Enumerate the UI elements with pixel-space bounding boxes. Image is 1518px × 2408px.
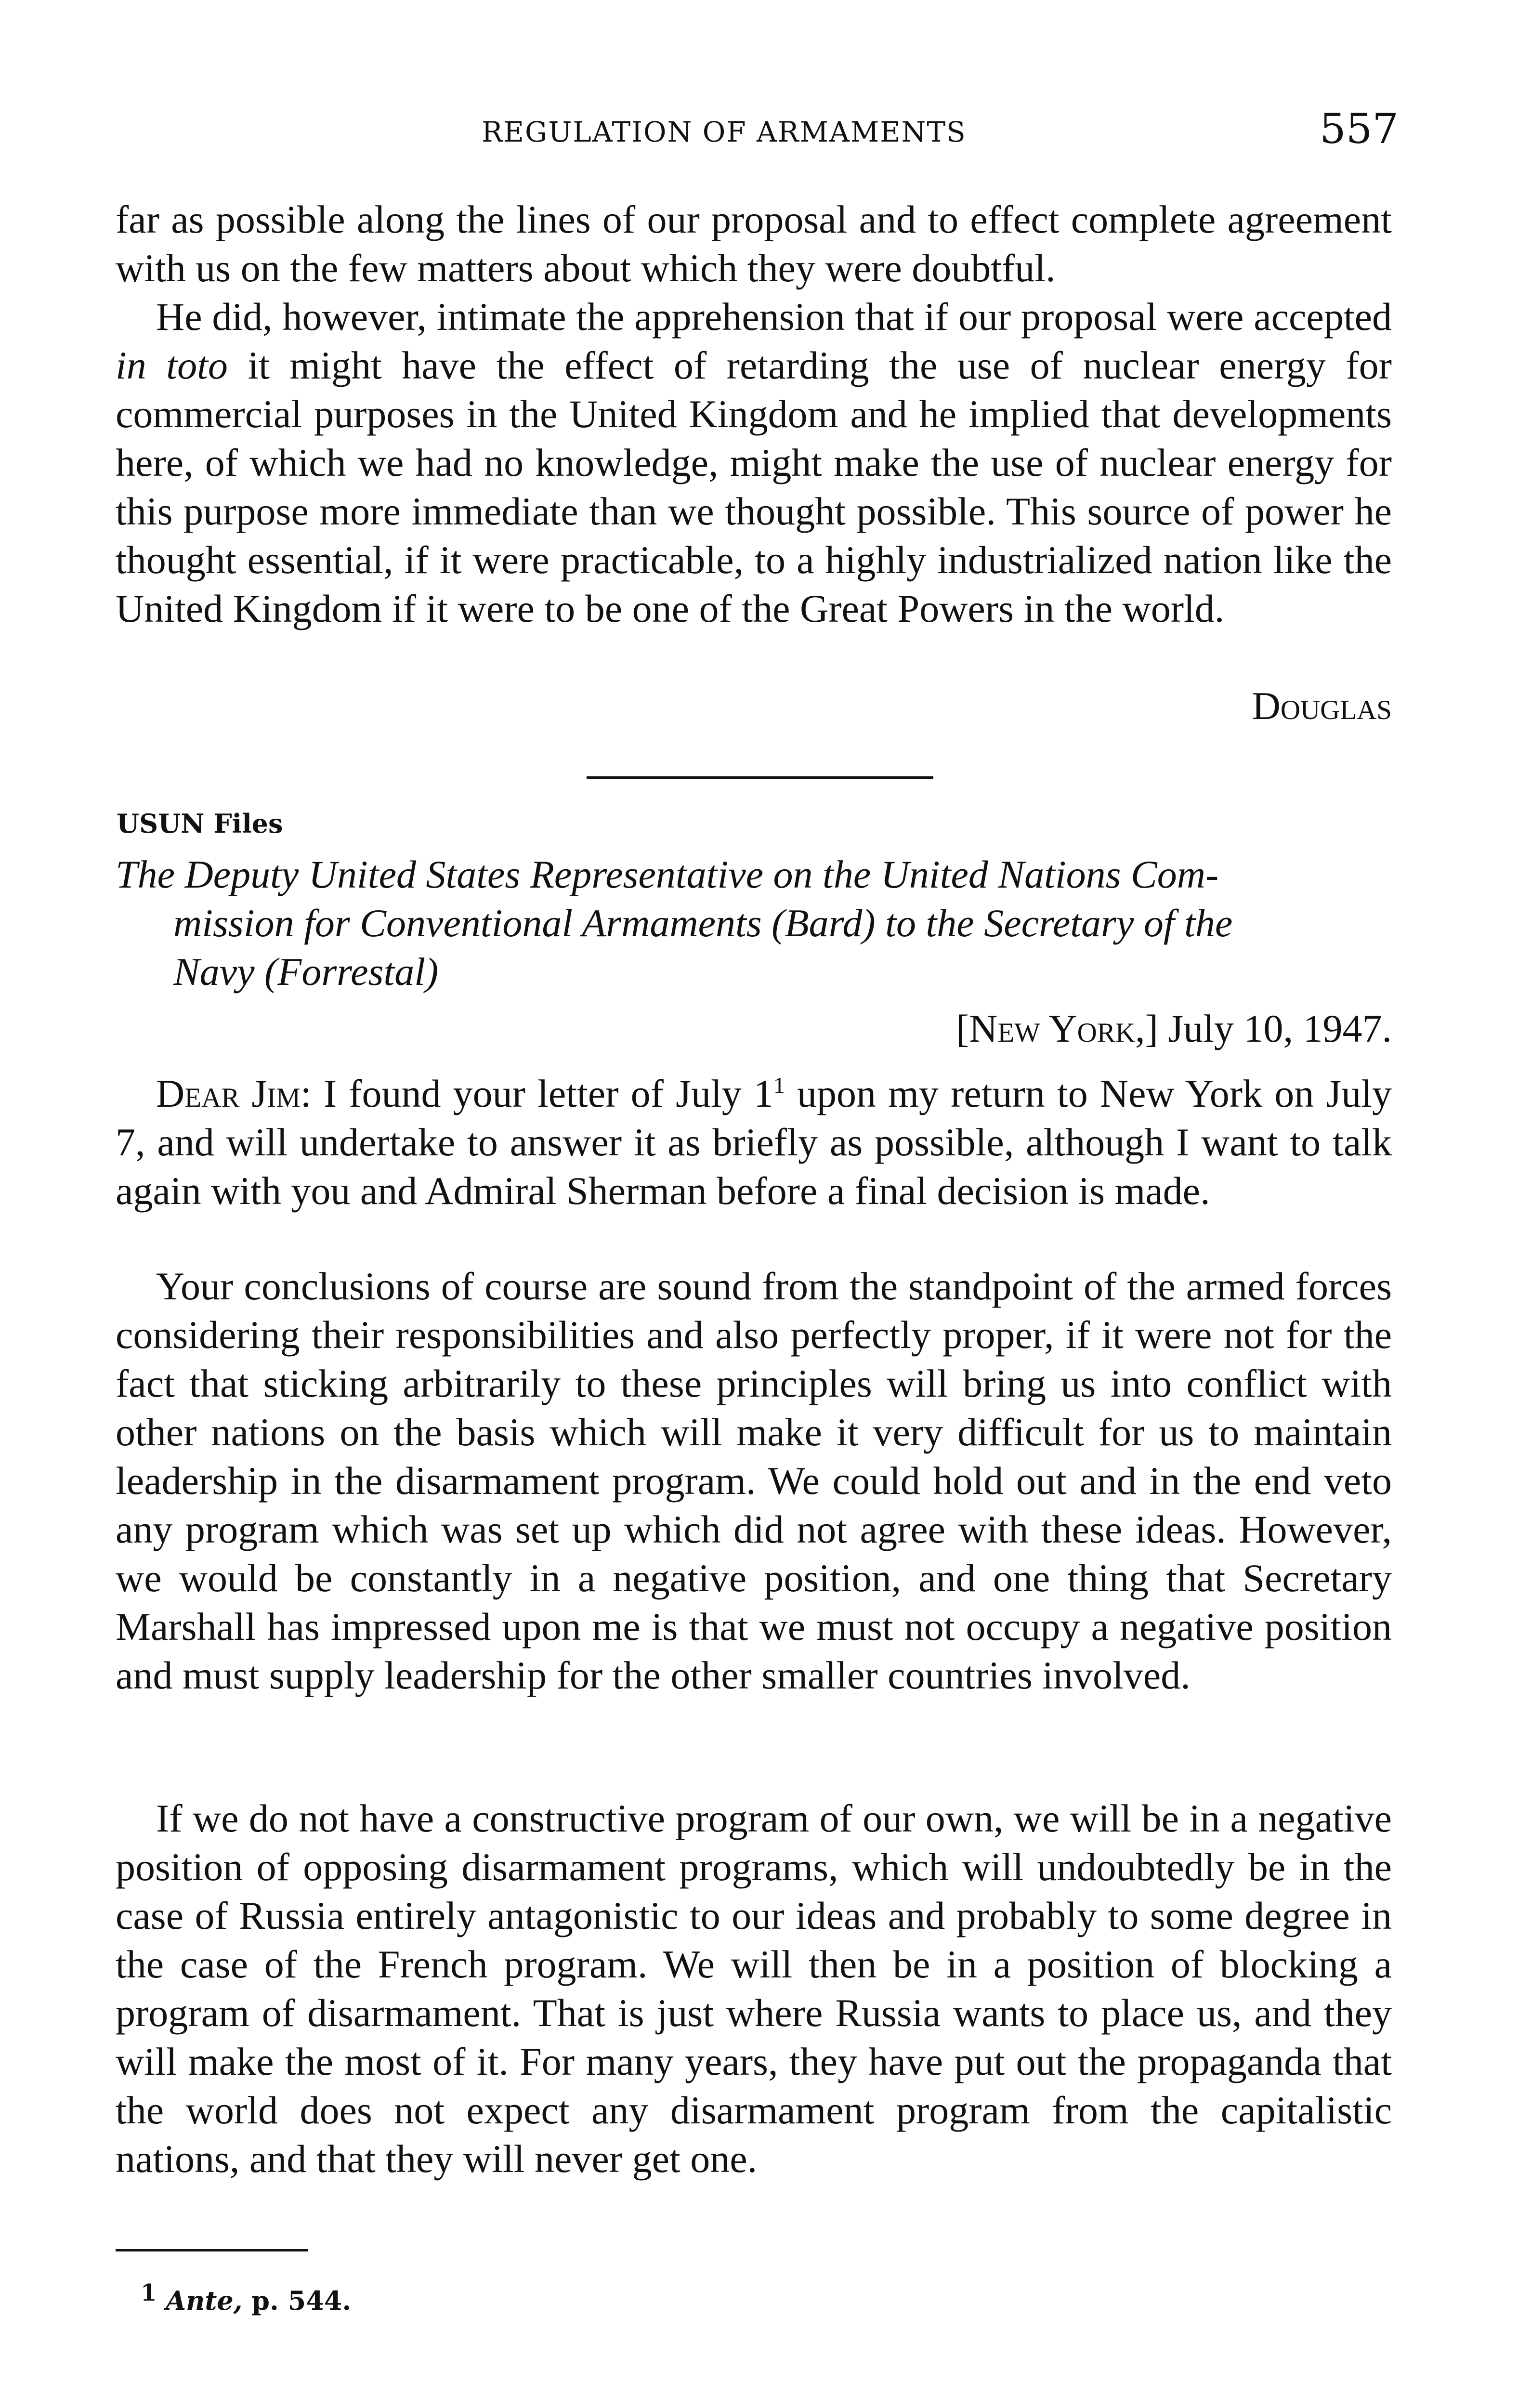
footnote-ref-italic: Ante, <box>166 2285 243 2316</box>
signature: Douglas <box>1252 684 1392 728</box>
italic-phrase: in toto <box>116 343 228 387</box>
paragraph: If we do not have a constructive program of our own, we will be in a negative position of opposing disarmament programs, which will undoubtedly be in the case of Russia entirely antagonistic to our ideas and probably to some degree in the case of the French program. We will then be in a position of blocking a program of disarmament. That is just where Russia wants to place us, and they will make the most of it. For many years, they have put out the propaganda that the world does not expect any disarmament program from the capitalistic nations, and that they will never get one. <box>116 1796 1392 2181</box>
source-label: USUN Files <box>117 808 283 839</box>
footnote-reference: 1 <box>773 1073 785 1099</box>
footnote-number: 1 <box>141 2279 157 2306</box>
title-line: mission for Conventional Armaments (Bard) to the Secretary of the <box>173 901 1233 945</box>
continued-paragraph: far as possible along the lines of our proposal and to effect complete agreement with us on the few matters about which they were doubtful. <box>116 197 1392 290</box>
paragraph <box>116 1069 1392 1215</box>
dateline-date: July 10, 1947. <box>1158 1007 1392 1050</box>
paragraph: Your conclusions of course are sound from the standpoint of the armed forces considering their responsibilities and also perfectly proper, if it were not for the fact that sticking arbitrarily to these principles will bring us into conflict with other nations on the basis which will make it very difficult for us to maintain leadership in the disarmament program. We could hold out and in the end veto any program which was set up which did not agree with these ideas. However, we would be constantly in a negative position, and one thing that Secretary Marshall has impressed upon me is that we must not occupy a negative position and must supply leadership for the other smaller countries involved. <box>116 1264 1392 1697</box>
footnote <box>141 2279 352 2316</box>
paragraph-text: upon my return to New York on July 7, and will undertake to answer it as briefly as possible, although I want to talk again with you and Admiral Sherman before a final decision is made. <box>116 1072 1392 1213</box>
salutation: Dear Jim <box>156 1072 301 1115</box>
running-header: REGULATION OF ARMAMENTS <box>482 116 967 148</box>
document-title <box>116 850 1392 996</box>
paragraph <box>116 292 1392 633</box>
dateline <box>116 1004 1392 1053</box>
page-number: 557 <box>1320 105 1399 153</box>
paragraph-text: : I found your letter of July 1 <box>300 1072 773 1115</box>
paragraph-text: He did, however, intimate the apprehension that if our proposal were accepted <box>156 295 1392 339</box>
paragraph-text: it might have the effect of retarding the use of nuclear energy for commercial purposes in the United Kingdom and he implied that developments here, of which we had no knowledge, might make the use of nuclear energy for this purpose more immediate than we thought possible. This source of power he thought essential, if it were practicable, to a highly industrialized nation like the United Kingdom if it were to be one of the Great Powers in the world. <box>116 343 1392 630</box>
footnote-divider <box>116 2249 308 2251</box>
title-line: The Deputy United States Representative on the United Nations Com- <box>116 852 1219 896</box>
section-divider <box>587 776 933 779</box>
footnote-ref-page: p. 544. <box>242 2285 352 2316</box>
dateline-place: [New York,] <box>955 1007 1158 1050</box>
title-line: Navy (Forrestal) <box>173 950 439 994</box>
